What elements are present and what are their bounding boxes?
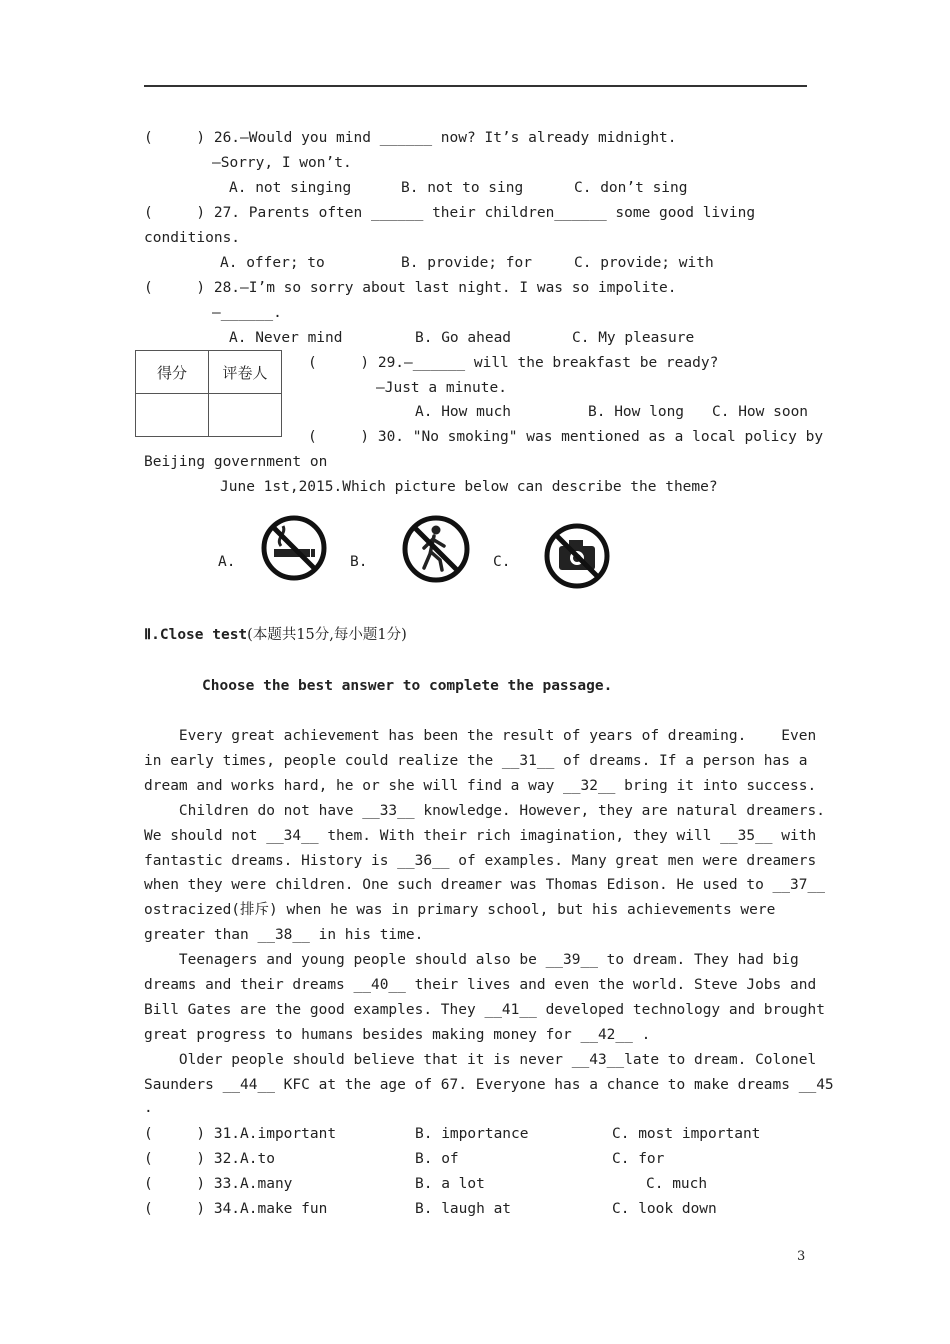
q33-stem: ( ) 33.A.many: [144, 1176, 293, 1192]
passage-line: greater than __38__ in his time.: [144, 927, 424, 943]
q27-option-b: B. provide; for: [401, 255, 532, 271]
q31-option-c: C. most important: [612, 1126, 761, 1142]
q30-question: June 1st,2015.Which picture below can describe the theme?: [220, 479, 718, 495]
score-header: 得分: [136, 351, 209, 394]
passage-line: Saunders __44__ KFC at the age of 67. Everyone has a chance to make dreams __45: [144, 1077, 834, 1093]
no-pedestrians-icon: [400, 512, 472, 586]
passage-line: We should not __34__ them. With their rich imagination, they will __35__ with: [144, 828, 817, 844]
q29-option-b: B. How long: [588, 404, 685, 420]
section2-title: Ⅱ.Close test: [144, 627, 248, 643]
passage-line: in early times, people could realize the __31__ of dreams. If a person has a: [144, 753, 808, 769]
q28-option-a: A. Never mind: [229, 330, 343, 346]
section2-heading: [144, 626, 407, 644]
grader-header: 评卷人: [209, 351, 282, 394]
q30-option-c: C.: [493, 554, 511, 570]
q34-option-c: C. look down: [612, 1201, 717, 1217]
passage-line: Bill Gates are the good examples. They __41__ developed technology and brought: [144, 1002, 825, 1018]
section2-note: (本题共15分,每小题1分): [247, 627, 407, 643]
section2-instruction: Choose the best answer to complete the passage.: [202, 678, 613, 694]
passage-line: Children do not have __33__ knowledge. However, they are natural dreamers.: [144, 803, 825, 819]
grader-cell: [209, 394, 282, 437]
passage-line: ostracized(排斥) when he was in primary school, but his achievements were: [144, 902, 776, 918]
q26-reply: —Sorry, I won’t.: [212, 155, 352, 171]
q30-option-b: B.: [350, 554, 368, 570]
passage-line: fantastic dreams. History is __36__ of examples. Many great men were dreamers: [144, 853, 817, 869]
q26-option-b: B. not to sing: [401, 180, 524, 196]
q28-stem: ( ) 28.—I’m so sorry about last night. I was so impolite.: [144, 280, 677, 296]
q27-option-a: A. offer; to: [220, 255, 325, 271]
q29-reply: —Just a minute.: [376, 380, 507, 396]
q34-stem: ( ) 34.A.make fun: [144, 1201, 328, 1217]
q28-reply: —______.: [212, 305, 282, 321]
q26-stem: ( ) 26.—Would you mind ______ now? It’s already midnight.: [144, 130, 677, 146]
score-cell: [136, 394, 209, 437]
q26-option-a: A. not singing: [229, 180, 352, 196]
q26-option-c: C. don’t sing: [574, 180, 688, 196]
no-smoking-icon: [259, 512, 329, 584]
passage-line: when they were children. One such dreamer was Thomas Edison. He used to __37__: [144, 877, 825, 893]
q28-option-c: C. My pleasure: [572, 330, 695, 346]
q32-option-c: C. for: [612, 1151, 665, 1167]
q30-option-a: A.: [218, 554, 236, 570]
q27-option-c: C. provide; with: [574, 255, 714, 271]
q27-stem-cont: conditions.: [144, 230, 241, 246]
passage-line: Teenagers and young people should also be __39__ to dream. They had big: [144, 952, 799, 968]
q28-option-b: B. Go ahead: [415, 330, 512, 346]
passage-line: dream and works hard, he or she will find a way __32__ bring it into success.: [144, 778, 817, 794]
q32-option-b: B. of: [415, 1151, 459, 1167]
q30-stem-cont: Beijing government on: [144, 454, 328, 470]
no-photography-icon: [541, 520, 613, 592]
q33-option-c: C. much: [646, 1176, 708, 1192]
passage-line: dreams and their dreams __40__ their lives and even the world. Steve Jobs and: [144, 977, 817, 993]
q27-stem: ( ) 27. Parents often ______ their children______ some good living: [144, 205, 756, 221]
q29-option-c: C. How soon: [712, 404, 809, 420]
q29-stem: ( ) 29.—______ will the breakfast be ready?: [308, 355, 719, 371]
q30-stem: ( ) 30. "No smoking" was mentioned as a local policy by: [308, 429, 824, 445]
passage-line: Older people should believe that it is never __43__late to dream. Colonel: [144, 1052, 817, 1068]
q33-option-b: B. a lot: [415, 1176, 485, 1192]
passage-line: great progress to humans besides making money for __42__ .: [144, 1027, 651, 1043]
q31-option-b: B. importance: [415, 1126, 529, 1142]
q34-option-b: B. laugh at: [415, 1201, 512, 1217]
q32-stem: ( ) 32.A.to: [144, 1151, 275, 1167]
passage-line: .: [144, 1100, 153, 1116]
passage-line: Every great achievement has been the result of years of dreaming. Even: [144, 728, 817, 744]
score-box: [135, 350, 282, 437]
page-number: 3: [797, 1249, 806, 1264]
header-rule: [144, 85, 807, 87]
q31-stem: ( ) 31.A.important: [144, 1126, 337, 1142]
q29-option-a: A. How much: [415, 404, 512, 420]
